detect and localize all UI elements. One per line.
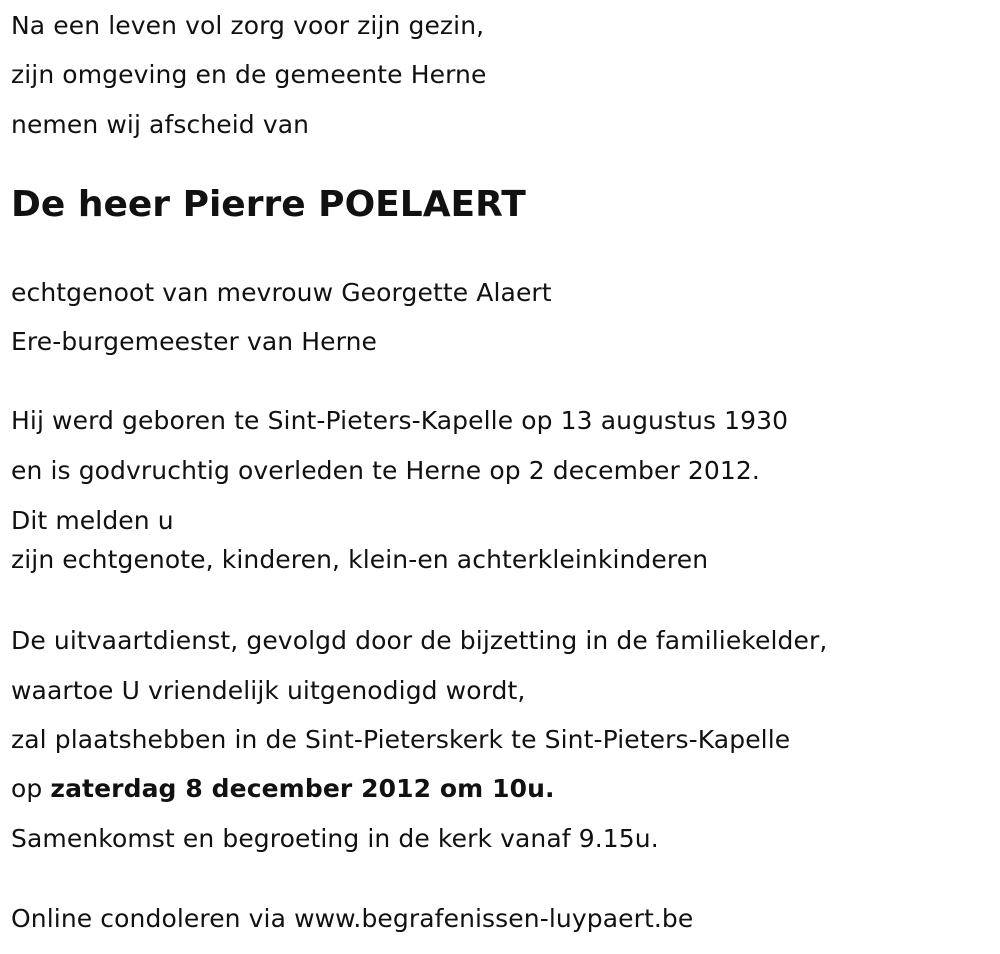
condolence-line: Online condoleren via www.begrafenissen-luypaert.be xyxy=(11,904,694,933)
intro-line-3: nemen wij afscheid van xyxy=(11,110,310,139)
service-line-1: De uitvaartdienst, gevolgd door de bijzetting in de familiekelder, xyxy=(11,626,828,655)
announce-line-2: zijn echtgenote, kinderen, klein-en achterkleinkinderen xyxy=(11,545,709,574)
gathering-line: Samenkomst en begroeting in de kerk vanaf 9.15u. xyxy=(11,824,659,853)
spouse-line: echtgenoot van mevrouw Georgette Alaert xyxy=(11,278,552,307)
announce-line-1: Dit melden u xyxy=(11,506,174,535)
service-line-2: waartoe U vriendelijk uitgenodigd wordt, xyxy=(11,676,526,705)
service-date-prefix: op xyxy=(11,774,43,803)
intro-line-2: zijn omgeving en de gemeente Herne xyxy=(11,60,487,89)
honorary-title: Ere-burgemeester van Herne xyxy=(11,327,378,356)
birth-line: Hij werd geboren te Sint-Pieters-Kapelle op 13 augustus 1930 xyxy=(11,406,789,435)
service-date: zaterdag 8 december 2012 om 10u. xyxy=(50,774,555,803)
deceased-name: De heer Pierre POELAERT xyxy=(11,184,526,225)
death-line: en is godvruchtig overleden te Herne op 2 december 2012. xyxy=(11,456,760,485)
service-date-line xyxy=(11,774,555,804)
service-line-3: zal plaatshebben in de Sint-Pieterskerk te Sint-Pieters-Kapelle xyxy=(11,725,791,754)
intro-line-1: Na een leven vol zorg voor zijn gezin, xyxy=(11,11,485,40)
